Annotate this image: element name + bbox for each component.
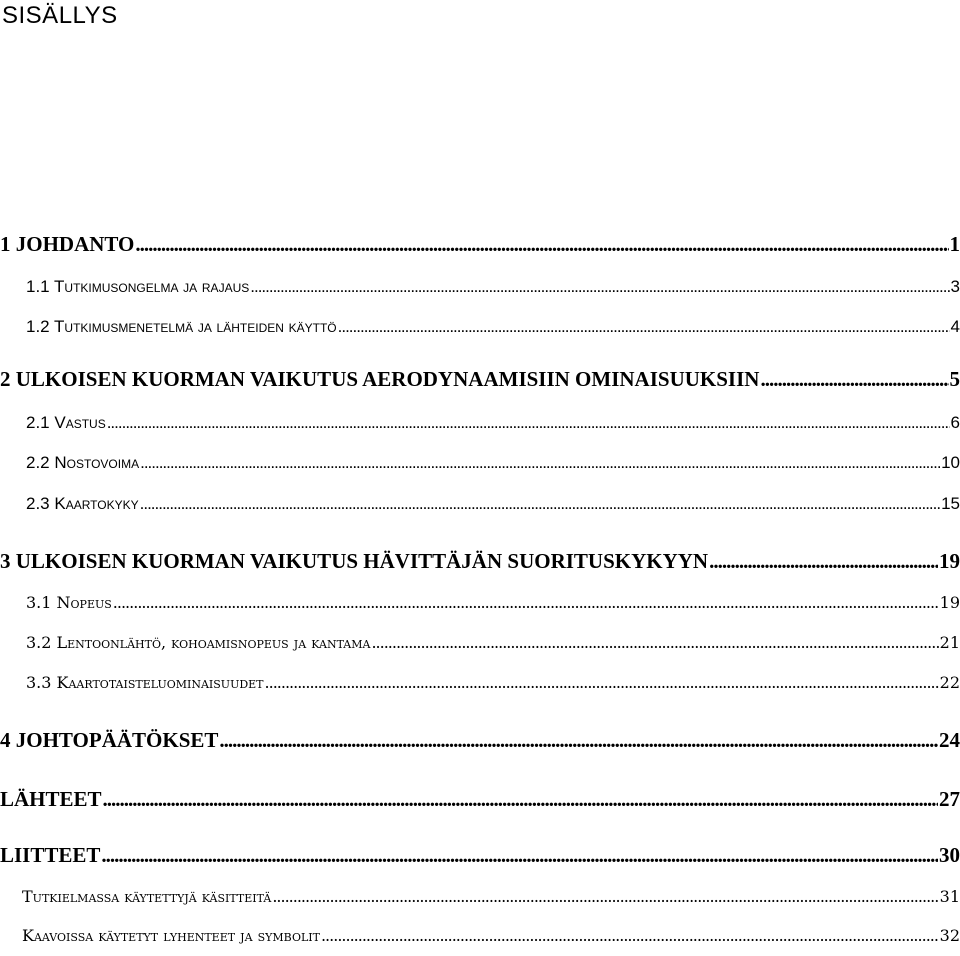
toc-page-number: 21 [939, 633, 960, 652]
toc-page-number: 4 [950, 317, 960, 336]
toc-page-number: 5 [949, 367, 960, 391]
toc-entry-label: Kaavoissa käytetyt lyhenteet ja symbolit [22, 926, 320, 945]
toc-entry-label: 2.2 Nostovoima [26, 453, 140, 472]
toc-entry[interactable] [0, 787, 960, 817]
toc-entry-label: 1.2 Tutkimusmenetelmä ja lähteiden käyttö [26, 317, 337, 336]
leader-dots [107, 413, 950, 433]
toc-page-number: 30 [939, 843, 960, 867]
leader-dots [265, 673, 939, 692]
leader-dots [140, 494, 940, 514]
toc-page-number: 27 [939, 787, 960, 811]
toc-page-number: 19 [939, 593, 960, 612]
toc-entry[interactable] [0, 277, 960, 307]
toc-entry[interactable] [0, 887, 960, 917]
leader-dots [760, 367, 948, 392]
toc-entry[interactable] [0, 232, 960, 262]
toc-page-number: 19 [939, 549, 960, 573]
leader-dots [103, 787, 938, 812]
toc-page-number: 22 [939, 673, 960, 692]
toc-page-number: 3 [950, 277, 960, 296]
toc-entry[interactable] [0, 413, 960, 443]
toc-entry[interactable] [0, 593, 960, 623]
leader-dots [371, 633, 938, 652]
leader-dots [338, 317, 950, 337]
toc-entry[interactable] [0, 317, 960, 347]
toc-entry[interactable] [0, 549, 960, 579]
toc-entry-label: 2 ULKOISEN KUORMAN VAIKUTUS AERODYNAAMISIIN OMINAISUUKSIIN [0, 367, 760, 391]
toc-entry[interactable] [0, 633, 960, 663]
toc-entry-label: 2.3 Kaartokyky [26, 494, 139, 513]
toc-page-number: 32 [939, 926, 960, 945]
toc-entry[interactable] [0, 843, 960, 873]
leader-dots [219, 728, 938, 753]
toc-entry-label: 4 JOHTOPÄÄTÖKSET [0, 728, 219, 752]
leader-dots [101, 843, 938, 868]
toc-entry[interactable] [0, 367, 960, 397]
toc-page-number: 10 [941, 453, 960, 472]
leader-dots [709, 549, 938, 574]
toc-entry-label: 3 ULKOISEN KUORMAN VAIKUTUS HÄVITTÄJÄN SUORITUSKYKYYN [0, 549, 709, 573]
leader-dots [321, 926, 939, 945]
toc-entry-label: 1.1 Tutkimusongelma ja rajaus [26, 277, 250, 296]
leader-dots [140, 453, 940, 473]
toc-page-number: 15 [941, 494, 960, 513]
toc-entry-label: LÄHTEET [0, 787, 102, 811]
toc-page-number: 1 [949, 232, 960, 256]
toc-entry[interactable] [0, 926, 960, 956]
toc-entry-label: 3.1 Nopeus [26, 593, 112, 612]
leader-dots [135, 232, 948, 257]
leader-dots [272, 887, 938, 906]
toc-page-number: 31 [939, 887, 960, 906]
toc-entry[interactable] [0, 728, 960, 758]
leader-dots [113, 593, 939, 612]
toc-entry-label: 2.1 Vastus [26, 413, 106, 432]
toc-entry-label: LIITTEET [0, 843, 101, 867]
toc-entry[interactable] [0, 453, 960, 483]
toc-page-number: 6 [950, 413, 960, 432]
toc-entry-label: 1 JOHDANTO [0, 232, 135, 256]
toc-entry-label: Tutkielmassa käytettyjä käsitteitä [22, 887, 272, 906]
toc-entry-label: 3.2 Lentoonlähtö, kohoamisnopeus ja kantama [26, 633, 371, 652]
leader-dots [250, 277, 949, 297]
page-title: SISÄLLYS [2, 2, 118, 29]
toc-page-number: 24 [939, 728, 960, 752]
toc-entry-label: 3.3 Kaartotaisteluominaisuudet [26, 673, 264, 692]
toc-entry[interactable] [0, 494, 960, 524]
toc-entry[interactable] [0, 673, 960, 703]
